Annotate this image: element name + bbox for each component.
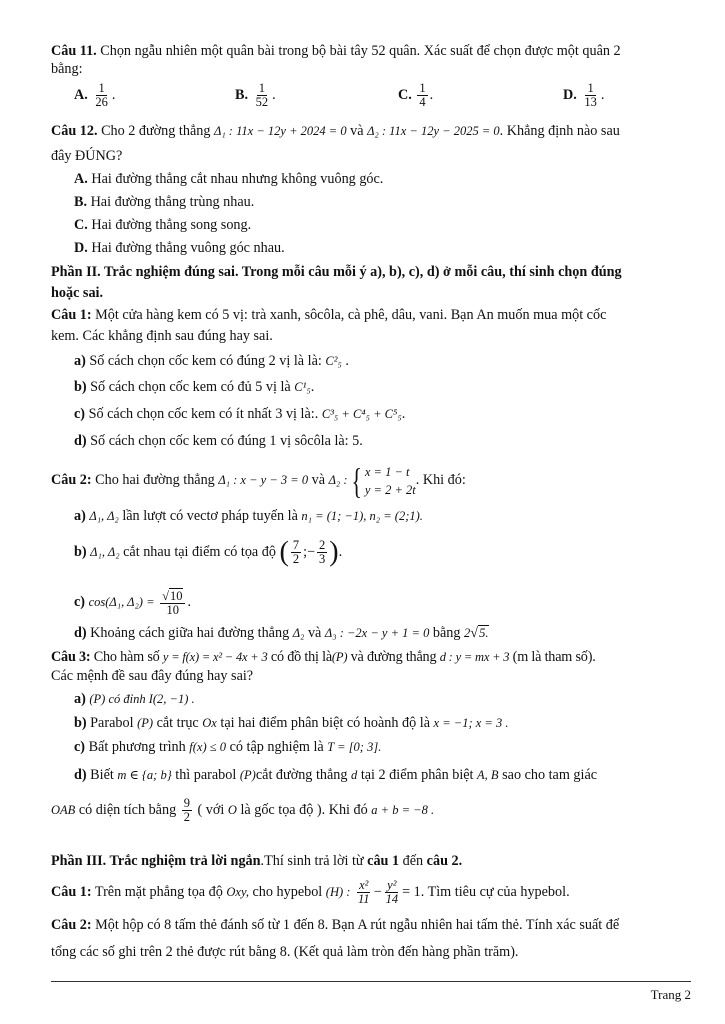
q12-option-b: B. Hai đường thẳng trùng nhau. [74,194,255,210]
q12-line-d1: Δ₁ : 11x − 12y + 2024 = 0 [214,124,347,138]
p3q1-label: Câu 1: [51,884,92,900]
p2q1-item-c: c) Số cách chọn cốc kem có ít nhất 3 vị là:. C³₅ + C⁴₅ + C⁵₅. [74,406,406,422]
page-number: Trang 2 [650,987,691,1002]
q12-option-a: A. Hai đường thẳng cắt nhau nhưng không vuông góc. [74,171,384,187]
p2q2-label: Câu 2: [51,472,92,488]
p2q1-item-b: b) Số cách chọn cốc kem có đủ 5 vị là C¹₅. [74,379,315,395]
p2q2-item-c: c) cos(Δ₁, Δ₂) = $\frac{√10}{10}$ . [74,589,191,618]
p3q1-line: Câu 1: Trên mặt phẳng tọa độ Oxy, cho hypebol (H) : $\frac{\text{x²}}{11}$ − $\frac{\text{y²}}{14}$ = 1. Tìm tiêu cự của hypebol. [51,878,570,907]
q11-line1 [51,42,691,60]
p2q3-item-a: a) (P) có đỉnh I(2, −1) . [74,691,195,707]
footer-divider [51,981,691,982]
q11-option-b: B. $\frac{1}{52}$ . [235,81,276,109]
p2q2-line1: Câu 2: Cho hai đường thẳng Δ₁ : x − y − 3 = 0 và Δ₂ :{ x = 1 − t y = 2 + 2t . Khi đó: [51,460,466,501]
q11-text1: Chọn ngẫu nhiên một quân bài trong bộ bài tây 52 quân. Xác suất để chọn được một quân 2 [100,43,621,59]
p2q1-item-d: d) Số cách chọn cốc kem có đúng 1 vị sôcôla là: 5. [74,433,363,449]
p2q3-item-d-cont: OAB có diện tích bằng $\frac{9}{2}$ ( với O là gốc tọa độ ). Khi đó a + b = −8 . [51,796,435,825]
p2q1-item-a: a) Số cách chọn cốc kem có đúng 2 vị là là: C²₅ . [74,353,349,369]
p2q2-system: x = 1 − t y = 2 + 2t [364,464,416,497]
p3q2-line2: tổng các số ghi trên 2 thẻ được rút bằng 8. (Kết quả làm tròn đến hàng phần trăm). [51,944,519,960]
p2q2-item-d: d) Khoảng cách giữa hai đường thẳng Δ₂ và Δ₃ : −2x − y + 1 = 0 bằng 2√5. [74,625,489,641]
p2q1-line1: Câu 1: Một cửa hàng kem có 5 vị: trà xanh, sôcôla, cà phê, dâu, vani. Bạn An muốn mua một cốc [51,307,607,323]
q12-line2: đây ĐÚNG? [51,148,123,164]
p2q1-label: Câu 1: [51,307,92,323]
q12-option-c: C. Hai đường thẳng song song. [74,217,252,233]
p3q2-line1: Câu 2: Một hộp có 8 tấm thẻ đánh số từ 1 đến 8. Bạn A rút ngẫu nhiên hai tấm thẻ. Tính xác suất để [51,917,620,933]
q11-option-a: A. $\frac{1}{26}$ . [74,81,116,109]
p2q2-item-b: b) Δ₁, Δ₂ cắt nhau tại điểm có tọa độ ( $\frac{7}{2}$ ;− $\frac{2}{3}$ ). [74,536,343,568]
p3q2-label: Câu 2: [51,917,92,933]
q11-option-d: D. $\frac{1}{13}$ . [563,81,605,109]
part3-heading: Phần III. Trắc nghiệm trả lời ngắn.Thí sinh trả lời từ câu 1 đến câu 2. [51,853,463,869]
p2q2-item-a: a) Δ₁, Δ₂ lần lượt có vectơ pháp tuyến là n₁ = (1; −1), n₂ = (2;1). [74,508,423,524]
part2-heading-cont: hoặc sai. [51,285,104,301]
p2q3-item-c: c) Bất phương trình f(x) ≤ 0 có tập nghiệm là T = [0; 3]. [74,739,382,755]
p2q1-line2: kem. Các khẳng định sau đúng hay sai. [51,328,273,344]
q11-text2: bằng: [51,61,83,77]
q12-line1: Câu 12. Cho 2 đường thẳng Δ₁ : 11x − 12y + 2024 = 0 và Δ₂ : 11x − 12y − 2025 = 0. Khẳng định nào sau [51,123,620,139]
part2-heading: Phần II. Trắc nghiệm đúng sai. Trong mỗi câu mỗi ý a), b), c), d) ở mỗi câu, thí sinh chọn đúng [51,264,622,280]
p2q3-label: Câu 3: [51,649,91,665]
q11-option-c: C. $\frac{1}{4}$ . [398,81,434,109]
q12-line-d2: Δ₂ : 11x − 12y − 2025 = 0 [367,124,500,138]
q11-line2 [51,60,691,78]
p2q3-item-d: d) Biết m ∈ {a; b} thì parabol (P)cắt đường thẳng d tại 2 điểm phân biệt A, B sao cho tam giác [74,767,598,783]
q12-option-d: D. Hai đường thẳng vuông góc nhau. [74,240,285,256]
p2q3-line2: Các mệnh đề sau đây đúng hay sai? [51,668,254,684]
q12-label: Câu 12. [51,123,98,139]
p2q3-line1: Câu 3: Cho hàm số y = f(x) = x² − 4x + 3 có đồ thị là(P) và đường thẳng d : y = mx + 3 (m là tham số). [51,649,596,665]
q11-label: Câu 11. [51,43,97,59]
p2q3-item-b: b) Parabol (P) cắt trục Ox tại hai điểm phân biệt có hoành độ là x = −1; x = 3 . [74,715,509,731]
